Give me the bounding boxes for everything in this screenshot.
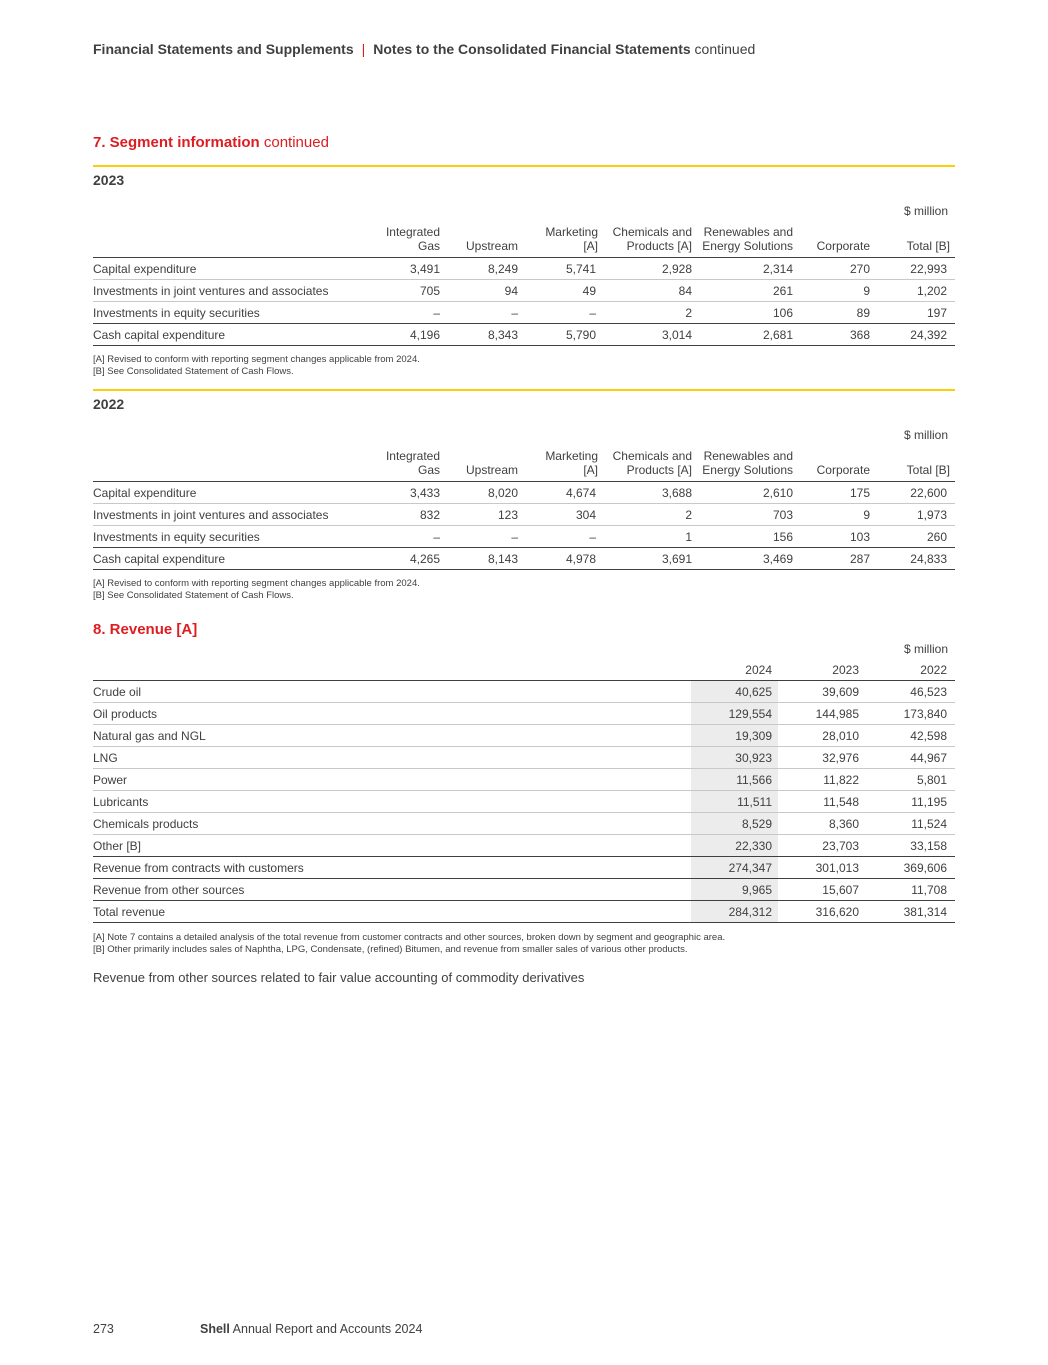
cell: 301,013	[815, 861, 859, 875]
cell: –	[433, 530, 440, 544]
footnote: [B] Other primarily includes sales of Naphtha, LPG, Condensate, (refined) Bitumen, and revenue from smaller sales of various other products.	[93, 944, 688, 955]
row-label: Oil products	[93, 707, 158, 721]
header-continued: continued	[694, 41, 756, 57]
row-label: Other [B]	[93, 839, 142, 853]
row-label: Revenue from contracts with customers	[93, 861, 304, 875]
cell: 2,928	[661, 262, 692, 276]
table-header	[93, 224, 955, 258]
row-label: Crude oil	[93, 685, 142, 699]
table-row	[93, 747, 955, 769]
cell: 44,967	[910, 751, 947, 765]
cell: –	[511, 530, 518, 544]
cell: 24,833	[910, 552, 947, 566]
table-row	[93, 879, 955, 901]
cell: 1,202	[916, 284, 947, 298]
brand-name: Shell	[200, 1322, 230, 1336]
cell: 23,703	[822, 839, 859, 853]
cell: 381,314	[903, 905, 947, 919]
cell: 5,790	[565, 328, 596, 342]
footnotes-2023	[93, 354, 420, 378]
cell: –	[511, 306, 518, 320]
cell: 84	[678, 284, 692, 298]
revenue-note: Revenue from other sources related to fair value accounting of commodity derivatives	[93, 970, 585, 985]
cell: 369,606	[903, 861, 947, 875]
cell: 287	[849, 552, 870, 566]
row-label: Investments in joint ventures and associates	[93, 284, 329, 298]
divider-rule	[93, 165, 955, 167]
col-2024: 2024	[745, 663, 772, 677]
row-label: LNG	[93, 751, 118, 765]
cell: 2,314	[762, 262, 793, 276]
cell: 705	[419, 284, 440, 298]
table-row	[93, 791, 955, 813]
cell: 5,741	[565, 262, 596, 276]
header-separator: |	[361, 41, 366, 57]
cell: 1	[685, 530, 692, 544]
row-label: Investments in equity securities	[93, 306, 260, 320]
cell: 33,158	[910, 839, 947, 853]
footnote: [B] See Consolidated Statement of Cash Flows.	[93, 590, 294, 601]
cell: 49	[582, 284, 596, 298]
cell: 89	[856, 306, 870, 320]
cell: 260	[926, 530, 947, 544]
cell: 4,674	[565, 486, 596, 500]
cell: 2	[685, 508, 692, 522]
col-chemicals-products: Chemicals and Products [A]	[612, 225, 692, 253]
cell: 274,347	[728, 861, 772, 875]
revenue-section-title: 8. Revenue [A]	[93, 621, 198, 638]
cell: 5,801	[916, 773, 947, 787]
cell: 3,491	[409, 262, 440, 276]
cell: 368	[849, 328, 870, 342]
cell: 11,548	[823, 795, 859, 809]
table-row	[93, 482, 955, 504]
cell: 270	[849, 262, 870, 276]
cell: 4,978	[565, 552, 596, 566]
cell: 9,965	[741, 883, 772, 897]
footnote: [A] Note 7 contains a detailed analysis of the total revenue from customer contracts and other sources, broken down by segment and geographic area.	[93, 932, 726, 943]
cell: 103	[849, 530, 870, 544]
col-corporate: Corporate	[816, 239, 870, 253]
cell: 15,607	[822, 883, 859, 897]
cell: 8,343	[487, 328, 518, 342]
cell: –	[589, 306, 596, 320]
table-row	[93, 280, 955, 302]
cell: 3,433	[409, 486, 440, 500]
row-label: Lubricants	[93, 795, 149, 809]
cell: –	[433, 306, 440, 320]
col-2022: 2022	[920, 663, 947, 677]
col-marketing: Marketing [A]	[545, 449, 598, 477]
page-number: 273	[93, 1322, 114, 1336]
footer-brand	[200, 1322, 422, 1336]
col-upstream: Upstream	[465, 463, 518, 477]
table-row	[93, 703, 955, 725]
footnotes-2022	[93, 578, 420, 602]
cell: 46,523	[910, 685, 947, 699]
table-row	[93, 813, 955, 835]
year-heading-2023: 2023	[93, 172, 125, 188]
cell: 22,330	[735, 839, 772, 853]
row-label: Cash capital expenditure	[93, 328, 226, 342]
col-upstream: Upstream	[465, 239, 518, 253]
row-label: Total revenue	[93, 905, 166, 919]
cell: 22,600	[910, 486, 947, 500]
table-row-subtotal	[93, 857, 955, 879]
segment-table-2022	[93, 448, 955, 570]
footnotes-revenue	[93, 932, 725, 956]
table-row-total	[93, 548, 955, 570]
table-row	[93, 526, 955, 548]
cell: 2	[685, 306, 692, 320]
cell: 3,014	[661, 328, 692, 342]
unit-label: $ million	[903, 428, 948, 442]
row-label: Capital expenditure	[93, 262, 197, 276]
cell: 32,976	[822, 751, 859, 765]
cell: 284,312	[728, 905, 772, 919]
cell: 9	[863, 508, 870, 522]
cell: 304	[575, 508, 596, 522]
cell: 106	[772, 306, 793, 320]
table-header	[93, 448, 955, 482]
footnote: [A] Revised to conform with reporting segment changes applicable from 2024.	[93, 578, 420, 589]
table-row	[93, 504, 955, 526]
cell: 11,566	[736, 773, 772, 787]
col-2023: 2023	[832, 663, 859, 677]
cell: 42,598	[910, 729, 947, 743]
col-integrated-gas: Integrated Gas	[385, 449, 440, 477]
col-chemicals-products: Chemicals and Products [A]	[612, 449, 692, 477]
col-corporate: Corporate	[816, 463, 870, 477]
row-label: Cash capital expenditure	[93, 552, 226, 566]
row-label: Revenue from other sources	[93, 883, 245, 897]
row-label: Investments in joint ventures and associates	[93, 508, 329, 522]
table-row	[93, 769, 955, 791]
table-row	[93, 725, 955, 747]
cell: 40,625	[735, 685, 772, 699]
cell: –	[589, 530, 596, 544]
divider-rule	[93, 389, 955, 391]
unit-label: $ million	[903, 642, 948, 656]
footnote: [B] See Consolidated Statement of Cash Flows.	[93, 366, 294, 377]
header-section: Financial Statements and Supplements	[93, 41, 354, 57]
cell: 11,511	[737, 795, 772, 809]
col-marketing: Marketing [A]	[545, 225, 598, 253]
col-total: Total [B]	[906, 239, 950, 253]
cell: 11,708	[911, 883, 947, 897]
cell: 2,610	[762, 486, 793, 500]
cell: 8,529	[741, 817, 772, 831]
table-row	[93, 302, 955, 324]
page-footer	[93, 1322, 423, 1336]
cell: 3,688	[661, 486, 692, 500]
table-row	[93, 681, 955, 703]
header-subsection: Notes to the Consolidated Financial Statements	[373, 41, 691, 57]
row-label: Power	[93, 773, 128, 787]
cell: 197	[926, 306, 947, 320]
cell: 4,265	[409, 552, 440, 566]
cell: 22,993	[910, 262, 947, 276]
cell: 123	[497, 508, 518, 522]
row-label: Chemicals products	[93, 817, 199, 831]
cell: 19,309	[735, 729, 772, 743]
table-row	[93, 258, 955, 280]
cell: 8,360	[828, 817, 859, 831]
cell: 30,923	[735, 751, 772, 765]
cell: 9	[863, 284, 870, 298]
cell: 261	[772, 284, 793, 298]
cell: 173,840	[903, 707, 947, 721]
col-integrated-gas: Integrated Gas	[385, 225, 440, 253]
row-label: Investments in equity securities	[93, 530, 260, 544]
cell: 832	[419, 508, 440, 522]
cell: 11,524	[911, 817, 947, 831]
cell: 8,249	[487, 262, 518, 276]
cell: 94	[504, 284, 518, 298]
table-header	[93, 659, 955, 681]
table-row	[93, 835, 955, 857]
footnote: [A] Revised to conform with reporting segment changes applicable from 2024.	[93, 354, 420, 365]
cell: 156	[772, 530, 793, 544]
row-label: Capital expenditure	[93, 486, 197, 500]
segment-table-2023	[93, 224, 955, 346]
cell: 144,985	[815, 707, 859, 721]
col-renewables: Renewables and Energy Solutions	[702, 225, 793, 253]
cell: 3,691	[661, 552, 692, 566]
cell: 3,469	[762, 552, 793, 566]
unit-label: $ million	[903, 204, 948, 218]
segment-title-text: 7. Segment information	[93, 134, 260, 151]
report-title: Annual Report and Accounts 2024	[232, 1322, 423, 1336]
row-label: Natural gas and NGL	[93, 729, 206, 743]
page-header	[93, 41, 755, 57]
cell: 1,973	[916, 508, 947, 522]
cell: 28,010	[822, 729, 859, 743]
col-renewables: Renewables and Energy Solutions	[702, 449, 793, 477]
table-row-total	[93, 324, 955, 346]
cell: 11,195	[911, 795, 947, 809]
year-heading-2022: 2022	[93, 396, 125, 412]
cell: 39,609	[822, 685, 859, 699]
cell: 2,681	[762, 328, 793, 342]
segment-title-continued: continued	[263, 134, 329, 151]
cell: 4,196	[409, 328, 440, 342]
cell: 24,392	[910, 328, 947, 342]
col-total: Total [B]	[906, 463, 950, 477]
cell: 129,554	[728, 707, 772, 721]
cell: 703	[772, 508, 793, 522]
cell: 11,822	[823, 773, 859, 787]
cell: 8,143	[487, 552, 518, 566]
cell: 8,020	[487, 486, 518, 500]
table-row-total	[93, 901, 955, 923]
cell: 175	[849, 486, 870, 500]
segment-section-title	[93, 134, 329, 151]
revenue-table	[93, 659, 955, 923]
cell: 316,620	[815, 905, 859, 919]
